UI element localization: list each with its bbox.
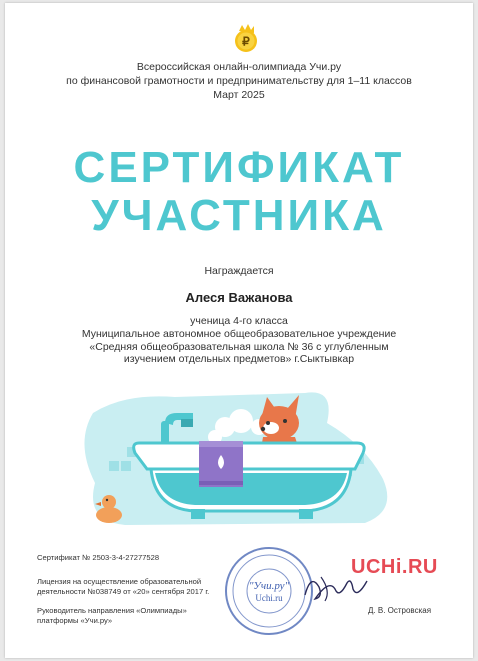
certificate-number: Сертификат № 2503-3-4-27277528	[37, 553, 160, 562]
svg-text:₽: ₽	[242, 34, 250, 49]
head-role-line-1: Руководитель направления «Олимпиады»	[37, 606, 187, 615]
certificate-title-line-1: СЕРТИФИКАТ	[73, 143, 405, 192]
recipient-grade: ученица 4-го класса	[190, 315, 288, 327]
certificate-sheet	[5, 3, 473, 658]
school-line-3: изучением отдельных предметов» г.Сыктывкар	[123, 353, 355, 365]
license-info	[37, 577, 217, 597]
school-name	[45, 328, 433, 366]
head-role-line-2: платформы «Учи.ру»	[37, 616, 113, 625]
signer-name: Д. В. Островская	[368, 606, 432, 615]
header-line-3: Март 2025	[213, 89, 265, 101]
awarded-label: Награждается	[204, 265, 274, 277]
uchi-ru-brand-logo: UCHi.RU	[351, 556, 438, 578]
stamp-sub-text: Uchi.ru	[255, 593, 283, 603]
school-line-1: Муниципальное автономное общеобразовательное учреждение	[81, 328, 397, 340]
recipient-name: Алеся Важанова	[185, 290, 293, 305]
header-line-2: по финансовой грамотности и предпринимательству для 1–11 классов	[66, 75, 412, 87]
certificate-title-line-2: УЧАСТНИКА	[91, 191, 387, 240]
header-line-1: Всероссийская онлайн-олимпиада Учи.ру	[136, 61, 342, 73]
olympiad-header	[5, 60, 473, 102]
school-line-2: «Средняя общеобразовательная школа № 36 с углубленным	[89, 340, 389, 353]
license-line-2: деятельности №038749 от «20» сентября 2017 г.	[37, 587, 210, 596]
license-line-1: Лицензия на осуществление образовательной	[37, 577, 202, 586]
head-role	[37, 606, 197, 626]
stamp-center-text: "Учи.ру"	[248, 580, 290, 592]
fox-in-bathtub-illustration	[5, 383, 473, 533]
coin-logo-icon	[233, 23, 259, 53]
